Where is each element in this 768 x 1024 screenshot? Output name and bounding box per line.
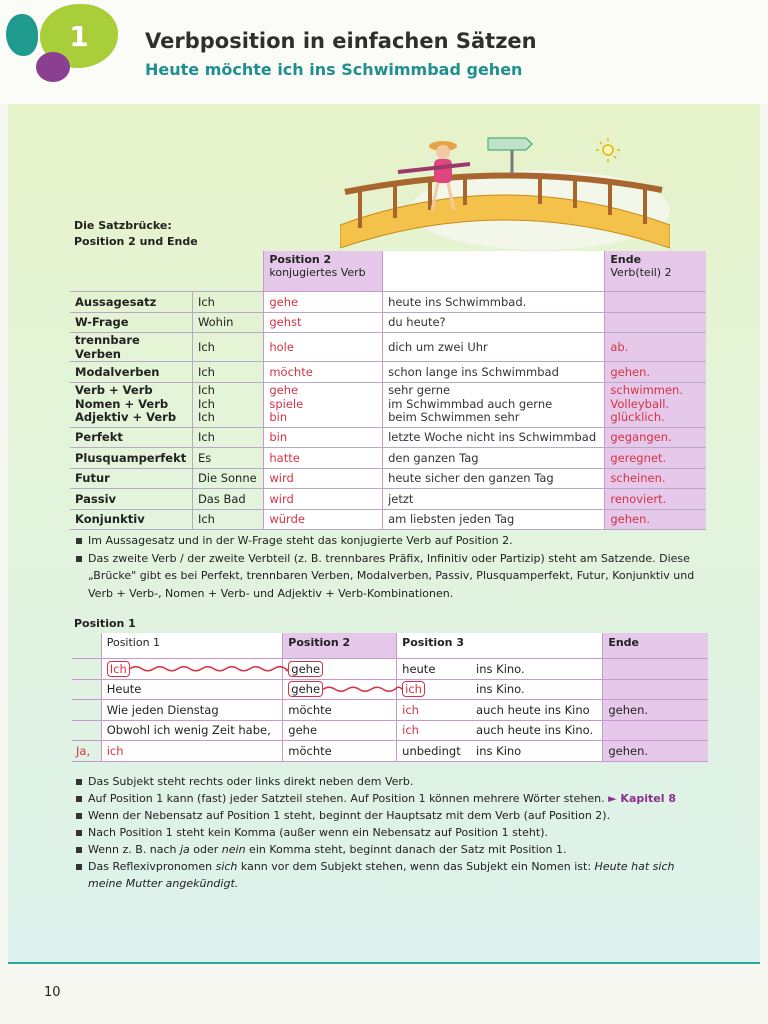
position1-label: Position 1 [74, 617, 136, 630]
list-item: Auf Position 1 kann (fast) jeder Satzteil stehen. Auf Position 1 können mehrere Wörter stehen. ► Kapitel 8 [88, 790, 708, 807]
table-row: Modalverben Ich möchte schon lange ins Schwimmbad gehen. [70, 362, 706, 383]
list-item: Nach Position 1 steht kein Komma (außer wenn ein Nebensatz auf Position 1 steht). [88, 824, 708, 841]
table-row: Ja, ich möchte unbedingt ins Kino gehen. [72, 741, 708, 762]
col-header-ende: Ende Verb(teil) 2 [605, 251, 706, 292]
table-row: Plusquamperfekt Es hatte den ganzen Tag geregnet. [70, 448, 706, 469]
table-row: trennbare Verben Ich hole dich um zwei Uhr ab. [70, 333, 706, 362]
table-header-row [72, 633, 708, 659]
footer-rule [8, 962, 760, 964]
list-item: Wenn z. B. nach ja oder nein ein Komma steht, beginnt danach der Satz mit Position 1. [88, 841, 708, 858]
table-row: Wie jeden Dienstag möchte ich auch heute ins Kino gehen. [72, 700, 708, 721]
position1-table [72, 633, 708, 762]
col-header-ende: Ende [603, 633, 708, 659]
teal-blob-decoration [6, 14, 38, 56]
table-row: Konjunktiv Ich würde am liebsten jeden Tag gehen. [70, 509, 706, 530]
page-title: Verbposition in einfachen Sätzen [145, 29, 537, 53]
list-item: Wenn der Nebensatz auf Position 1 steht, beginnt der Hauptsatz mit dem Verb (auf Position 2). [88, 807, 708, 824]
page-header [0, 0, 768, 104]
table-row: Passiv Das Bad wird jetzt renoviert. [70, 489, 706, 510]
col-header-pos2: Position 2 [283, 633, 397, 659]
sun-icon [596, 138, 620, 162]
list-item: Das Subjekt steht rechts oder links direkt neben dem Verb. [88, 773, 708, 790]
notes-list-1 [88, 532, 708, 602]
col-header-position2: Position 2 konjugiertes Verb [264, 251, 383, 292]
chapter-number: 1 [69, 19, 89, 53]
kapitel-link[interactable]: ► Kapitel 8 [608, 792, 676, 805]
col-header-pos3: Position 3 [397, 633, 471, 659]
table-row: Aussagesatz Ich gehe heute ins Schwimmbad. [70, 292, 706, 313]
table-row: Heute gehe ich ins Kino. [72, 679, 708, 700]
satzbruecke-table [70, 251, 706, 530]
bridge-illustration [340, 130, 670, 255]
satzbruecke-label-line1: Die Satzbrücke: [74, 219, 172, 232]
satzbruecke-label-line2: Position 2 und Ende [74, 235, 198, 248]
table-row: Obwohl ich wenig Zeit habe, gehe ich auch heute ins Kino. [72, 720, 708, 741]
table-row: Ich gehe heute ins Kino. [72, 659, 708, 680]
table-header-row [70, 251, 706, 292]
boxed-verb: gehe [288, 681, 323, 697]
table-row: Futur Die Sonne wird heute sicher den ganzen Tag scheinen. [70, 468, 706, 489]
list-item: Im Aussagesatz und in der W-Frage steht das konjugierte Verb auf Position 2. [88, 532, 708, 550]
notes-list-2 [88, 773, 708, 892]
table-row: W-Frage Wohin gehst du heute? [70, 312, 706, 333]
list-item: Das Reflexivpronomen sich kann vor dem Subjekt stehen, wenn das Subjekt ein Nomen ist: Heute hat sich meine Mutter angekündigt. [88, 858, 708, 892]
satzbruecke-label [74, 218, 198, 250]
page-subtitle: Heute möchte ich ins Schwimmbad gehen [145, 60, 523, 79]
boxed-subject: ich [402, 681, 425, 697]
boxed-subject: Ich [107, 661, 130, 677]
signpost [488, 138, 532, 174]
page-number: 10 [44, 985, 61, 1000]
table-row: Verb + Verb Nomen + Verb Adjektiv + Verb Ich Ich Ich gehe spiele bin sehr gerne im Schwimmbad auch gerne beim Schwimmen sehr schwimmen. Volleyball. glücklich. [70, 382, 706, 427]
boxed-verb: gehe [288, 661, 323, 677]
table-row: Perfekt Ich bin letzte Woche nicht ins Schwimmbad gegangen. [70, 427, 706, 448]
list-item: Das zweite Verb / der zweite Verbteil (z. B. trennbares Präfix, Infinitiv oder Partizip) steht am Satzende. Diese „Brücke" gibt es bei Perfekt, trennbaren Verben, Modalverben, Passiv, Plusquamperfekt, Futur, Konjunktiv und Verb + Verb-, Nomen + Verb- und Adjektiv + Verb-Kombinationen. [88, 550, 708, 603]
purple-blob-decoration [36, 52, 70, 82]
col-header-pos1: Position 1 [101, 633, 283, 659]
